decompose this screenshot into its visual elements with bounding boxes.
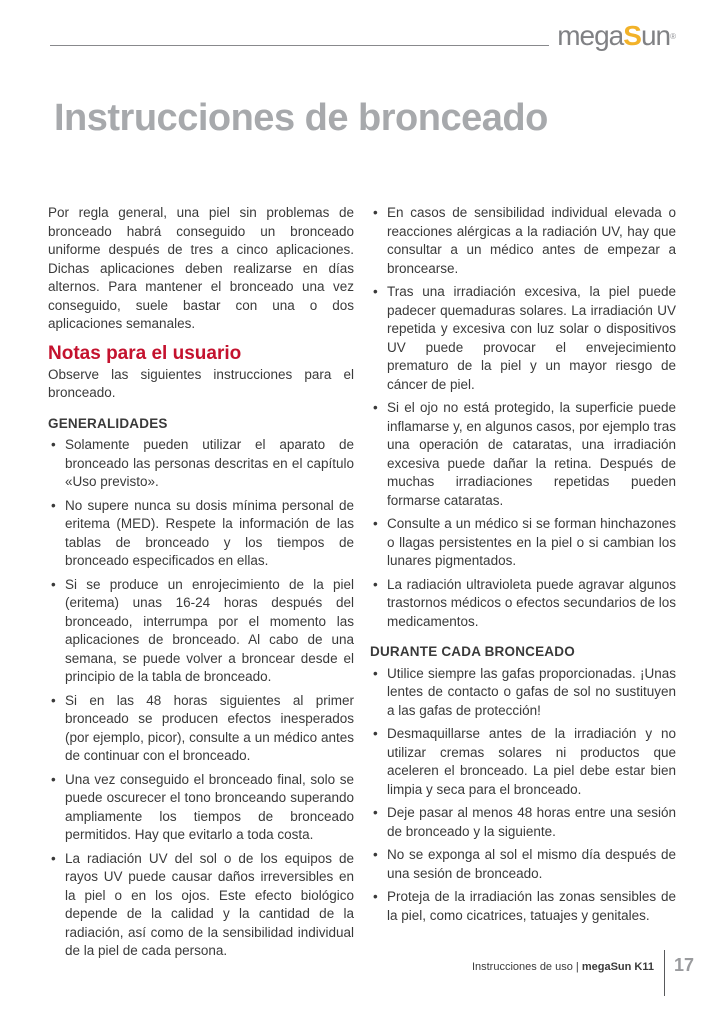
megasun-logo: [557, 22, 676, 50]
bullet-item: • La radiación UV del sol o de los equipos de rayos UV puede causar daños irreversibles en la piel o en los ojos. Este efecto biológico depende de la calidad y la cantidad de la radiación, así como de la sensibilidad individual de la piel de cada persona.: [48, 850, 354, 961]
bullet-item: • Si el ojo no está protegido, la superficie puede inflamarse y, en algunos casos, por ejemplo tras una operación de cataratas, una irradiación excesiva puede dañar la retina. Después de muchas irradiaciones repetidas pueden formarse cataratas.: [370, 399, 676, 510]
bullet-item: • No se exponga al sol el mismo día después de una sesión de bronceado.: [370, 846, 676, 883]
bullet-item: • Tras una irradiación excesiva, la piel puede padecer quemaduras solares. La irradiación UV repetida y excesiva con luz solar o dispositivos UV puede provocar el envejecimiento prematuro de la piel y un mayor riesgo de cáncer de piel.: [370, 283, 676, 394]
bullet-item: • Si en las 48 horas siguientes al primer bronceado se producen efectos inesperados (por ejemplo, picor), consulte a un médico antes de continuar con el bronceado.: [48, 692, 354, 766]
footer-doc-label: Instrucciones de uso: [471, 961, 573, 973]
generalities-bullet-list-continued: [370, 204, 676, 631]
page-content: [48, 204, 676, 966]
page-number: 17: [673, 955, 694, 975]
generalities-heading: GENERALIDADES: [48, 415, 168, 431]
bullet-item: • Utilice siempre las gafas proporcionadas. ¡Unas lentes de contacto o gafas de sol no sustituyen a las gafas de protección!: [370, 665, 676, 721]
bullet-item: • La radiación ultravioleta puede agravar algunos trastornos médicos o efectos secundarios de los medicamentos.: [370, 576, 676, 632]
page-footer: [472, 950, 694, 996]
bullet-item: • Consulte a un médico si se forman hinchazones o llagas persistentes en la piel o si cambian los lunares pigmentados.: [370, 515, 676, 571]
page-header: [50, 22, 676, 50]
footer-text: [472, 950, 654, 974]
footer-separator: |: [575, 961, 579, 973]
bullet-item: • Solamente pueden utilizar el aparato de bronceado las personas descritas en el capítulo «Uso previsto».: [48, 436, 354, 492]
logo-accent-letter: S: [623, 20, 641, 51]
bullet-item: • Desmaquillarse antes de la irradiación y no utilizar cremas solares ni productos que aceleren el bronceado. La piel debe estar bien limpia y seca para el bronceado.: [370, 725, 676, 799]
footer-model-name: megaSun K11: [581, 961, 654, 973]
user-notes-heading: Notas para el usuario: [48, 342, 242, 364]
registered-trademark-icon: ®: [670, 32, 676, 41]
during-tanning-heading: DURANTE CADA BRONCEADO: [370, 644, 575, 659]
left-column: [48, 204, 354, 966]
bullet-item: • En casos de sensibilidad individual elevada o reacciones alérgicas a la radiación UV, hay que consultar a un médico antes de empezar a broncearse.: [370, 204, 676, 278]
footer-divider: [664, 950, 665, 996]
user-notes-intro: Observe las siguientes instrucciones para el bronceado.: [48, 366, 354, 400]
bullet-item: • Proteja de la irradiación las zonas sensibles de la piel, como cicatrices, tatuajes y genitales.: [370, 888, 676, 925]
header-divider: [50, 45, 549, 46]
generalities-bullet-list: [48, 436, 354, 961]
intro-paragraph: Por regla general, una piel sin problemas de bronceado habrá conseguido un bronceado uniforme después de tres a cinco aplicaciones. Dichas aplicaciones deben realizarse en días alternos. Para mantener el bronceado una vez conseguido, suele bastar con una o dos aplicaciones semanales.: [48, 205, 354, 331]
page-title: Instrucciones de bronceado: [54, 97, 548, 139]
logo-text-prefix: mega: [557, 20, 624, 51]
bullet-item: • Si se produce un enrojecimiento de la piel (eritema) unas 16-24 horas después del bronceado, interrumpa por el momento las aplicaciones de bronceado. Al cabo de una semana, se puede volver a broncear desde el principio de la tabla de bronceado.: [48, 576, 354, 687]
logo-text-suffix: un: [640, 20, 671, 51]
right-column: [370, 204, 676, 966]
bullet-item: • Deje pasar al menos 48 horas entre una sesión de bronceado y la siguiente.: [370, 804, 676, 841]
bullet-item: • No supere nunca su dosis mínima personal de eritema (MED). Respete la información de las tablas de bronceado y los tiempos de bronceado especificados en ellas.: [48, 497, 354, 571]
bullet-item: • Una vez conseguido el bronceado final, solo se puede oscurecer el tono bronceando superando ampliamente los tiempos de bronceado permitidos. Hay que evitarlo a toda costa.: [48, 771, 354, 845]
during-tanning-bullet-list: [370, 665, 676, 926]
